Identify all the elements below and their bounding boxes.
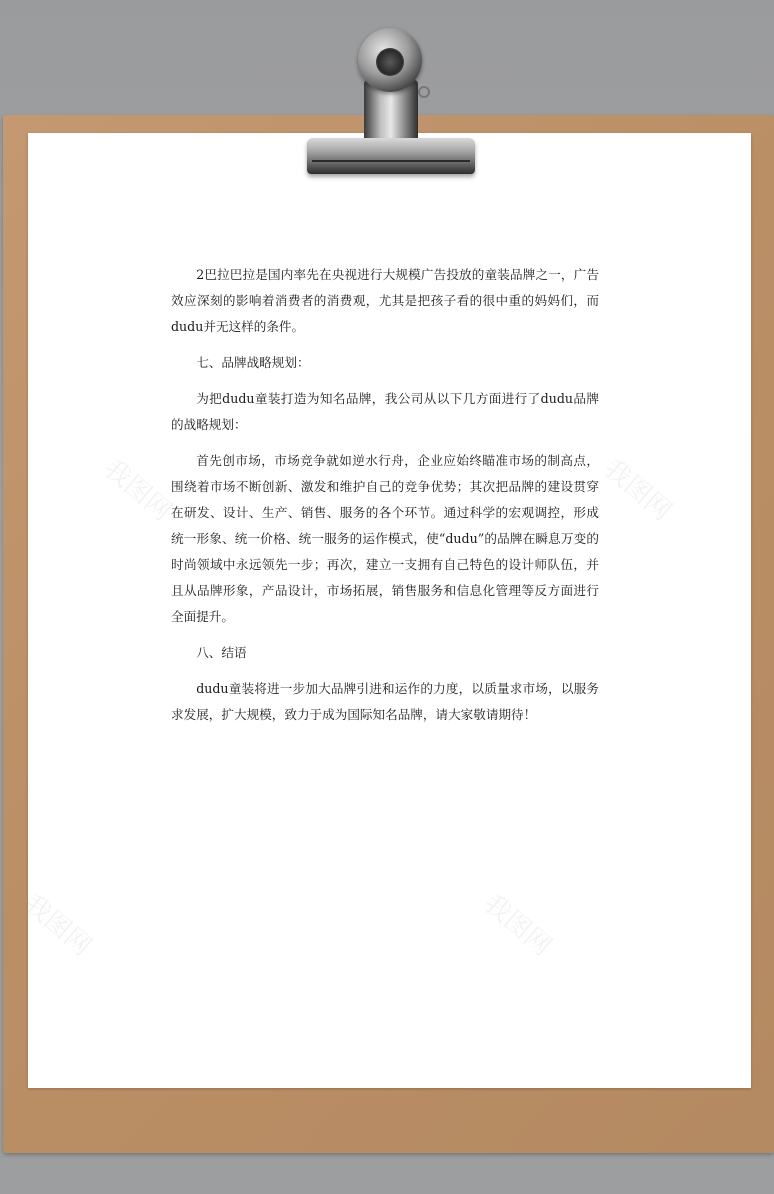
heading-conclusion: 八、结语 — [196, 645, 247, 660]
document-body — [171, 262, 599, 738]
paragraph-advertising: 2巴拉巴拉是国内率先在央视进行大规模广告投放的童装品牌之一，广告效应深刻的影响着消费者的消费观，尤其是把孩子看的很中重的妈妈们，而dudu并无这样的条件。 — [171, 267, 599, 334]
heading-brand-strategy: 七、品牌战略规划： — [196, 355, 310, 370]
paragraph-strategy-intro: 为把dudu童装打造为知名品牌，我公司从以下几方面进行了dudu品牌的战略规划： — [171, 391, 599, 432]
paragraph-conclusion: dudu童装将进一步加大品牌引进和运作的力度，以质量求市场，以服务求发展，扩大规模，致力于成为国际知名品牌，请大家敬请期待！ — [171, 681, 599, 722]
binder-clip-jaw-line — [312, 160, 470, 162]
binder-clip-hole — [376, 48, 404, 76]
watermark: 我图网 — [477, 888, 557, 962]
watermark: 我图网 — [597, 453, 677, 527]
binder-clip-hook — [418, 86, 430, 98]
binder-clip-jaw — [307, 138, 475, 174]
watermark: 我图网 — [97, 453, 177, 527]
paragraph-strategy-details: 首先创市场，市场竞争就如逆水行舟，企业应始终瞄准市场的制高点，围绕着市场不断创新、激发和维护自己的竞争优势；其次把品牌的建设贯穿在研发、设计、生产、销售、服务的各个环节。通过科学的宏观调控，形成统一形象、统一价格、统一服务的运作模式，使“dudu”的品牌在瞬息万变的时尚领域中永远领先一步；再次，建立一支拥有自己特色的设计师队伍，并且从品牌形象，产品设计，市场拓展，销售服务和信息化管理等反方面进行全面提升。 — [171, 453, 599, 624]
watermark: 我图网 — [17, 888, 97, 962]
